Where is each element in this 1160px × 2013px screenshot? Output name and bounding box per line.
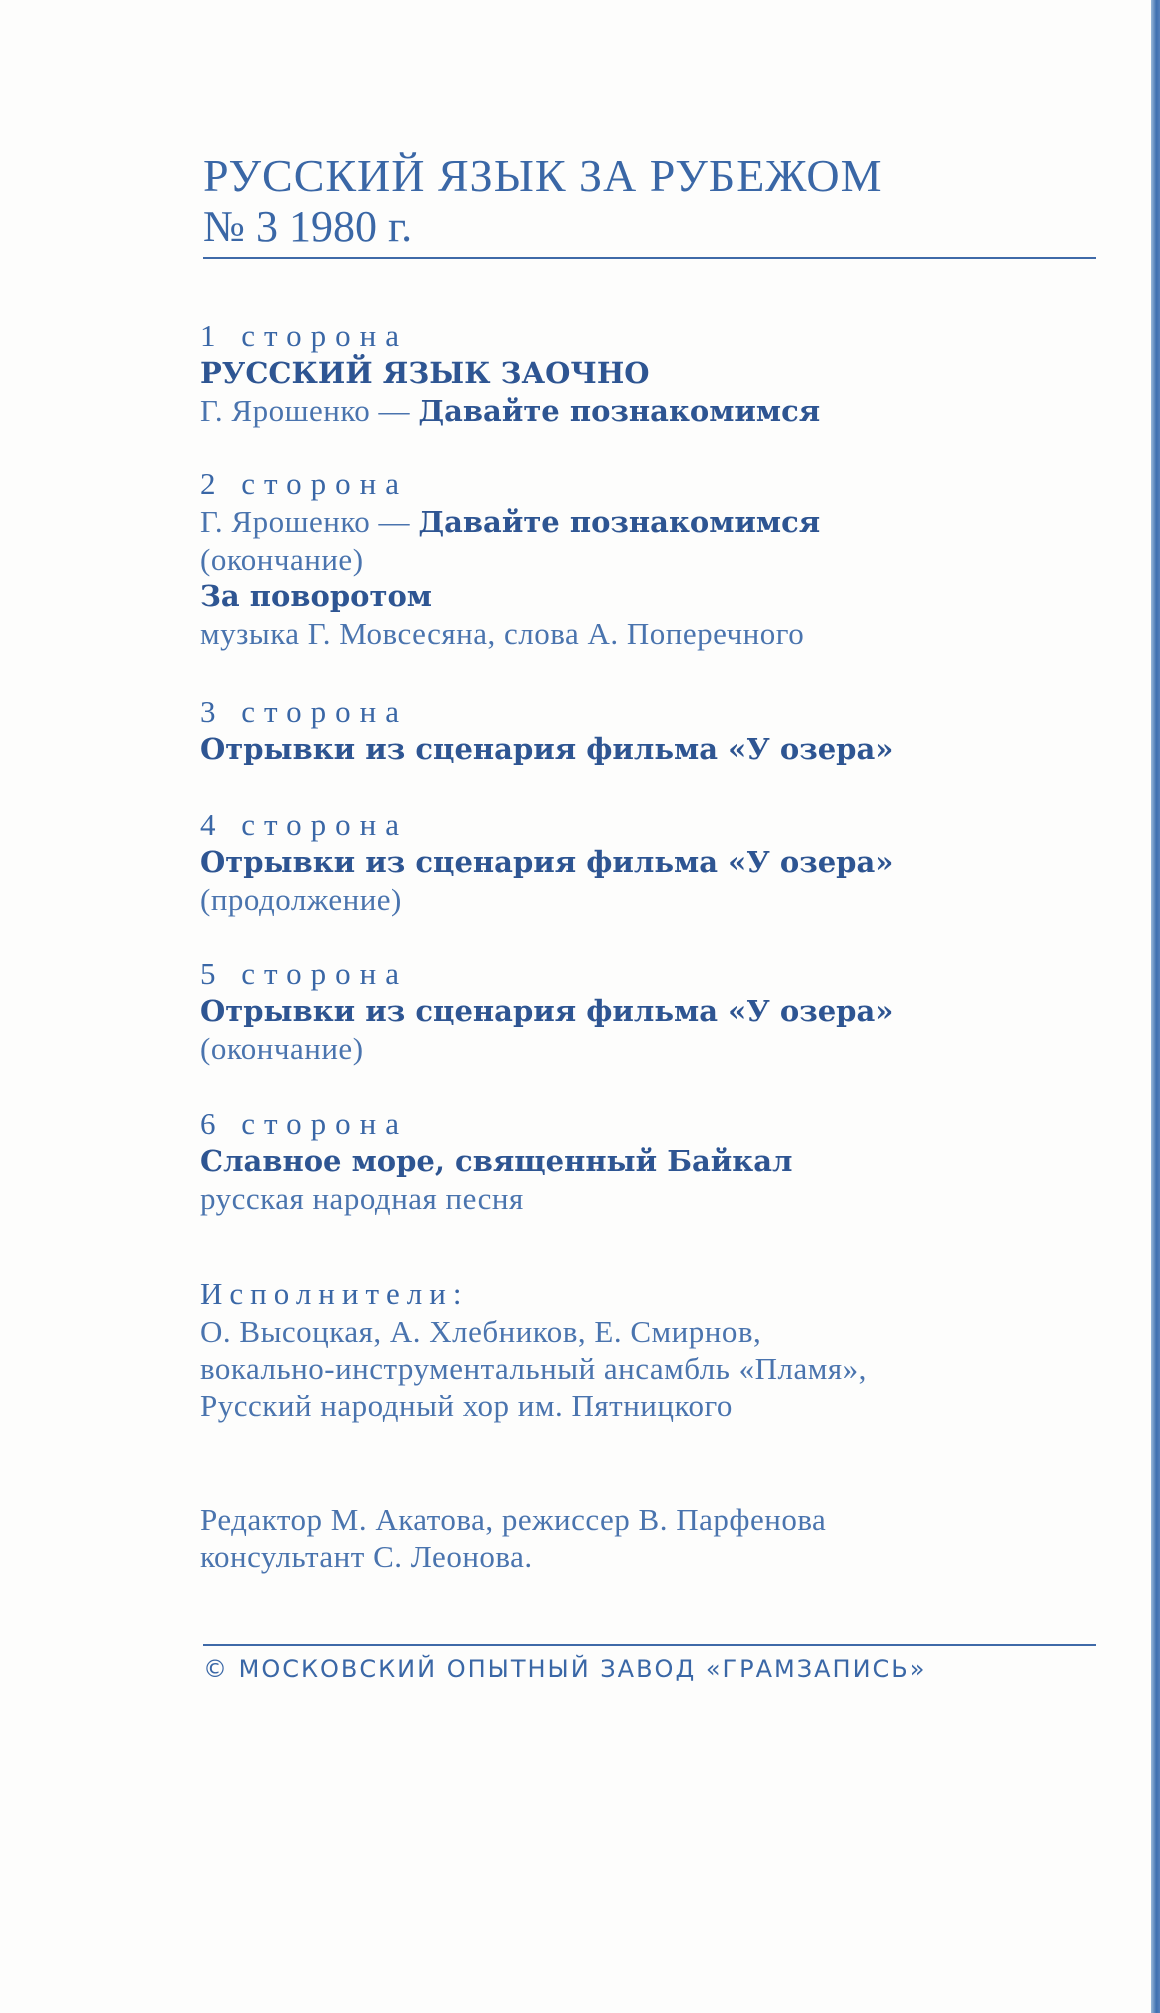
track-title: Отрывки из сценария фильма «У озера» xyxy=(200,845,894,879)
header-rule xyxy=(203,257,1096,259)
performers-block xyxy=(200,1275,867,1424)
side-label: 3 сторона xyxy=(200,694,408,729)
track-note: (окончание) xyxy=(200,542,364,577)
editors-block xyxy=(200,1501,826,1575)
track-note: (продолжение) xyxy=(200,882,402,917)
track-note: (окончание) xyxy=(200,1031,364,1066)
side-line xyxy=(200,503,820,541)
track-note: музыка Г. Мовсесяна, слова А. Поперечного xyxy=(200,616,805,651)
side-section xyxy=(200,806,893,918)
track-title: Славное море, священный Байкал xyxy=(200,1144,793,1178)
side-section xyxy=(200,693,893,768)
track-author: Г. Ярошенко — xyxy=(200,504,419,539)
title-block xyxy=(203,150,883,252)
track-title: РУССКИЙ ЯЗЫК ЗАОЧНО xyxy=(200,356,650,390)
track-title: За поворотом xyxy=(200,579,432,613)
side-section xyxy=(200,317,820,430)
editor-line: Редактор М. Акатова, режиссер В. Парфенова xyxy=(200,1502,827,1537)
issue-number: № 3 1980 г. xyxy=(203,202,413,251)
side-section xyxy=(200,465,820,652)
side-line xyxy=(200,392,820,430)
track-title: Отрывки из сценария фильма «У озера» xyxy=(200,732,894,766)
track-title: Давайте познакомимся xyxy=(418,505,821,539)
side-label: 4 сторона xyxy=(200,807,408,842)
side-section xyxy=(200,1105,793,1217)
footer-rule xyxy=(203,1644,1096,1646)
track-note: русская народная песня xyxy=(200,1181,524,1216)
performers-label: Исполнители: xyxy=(200,1276,469,1311)
performers-line-2: вокально-инструментальный ансамбль «Пламя», xyxy=(200,1351,867,1386)
track-title: Давайте познакомимся xyxy=(418,394,821,428)
side-label: 6 сторона xyxy=(200,1106,408,1141)
publication-title: РУССКИЙ ЯЗЫК ЗА РУБЕЖОМ xyxy=(203,150,883,201)
side-label: 2 сторона xyxy=(200,466,408,501)
copyright-notice: © МОСКОВСКИЙ ОПЫТНЫЙ ЗАВОД «ГРАМЗАПИСЬ» xyxy=(203,1655,927,1683)
performers-line-3: Русский народный хор им. Пятницкого xyxy=(200,1388,733,1423)
track-title: Отрывки из сценария фильма «У озера» xyxy=(200,994,894,1028)
consultant-line: консультант С. Леонова. xyxy=(200,1539,533,1574)
sleeve-edge-stripe xyxy=(1151,0,1160,2013)
performers-line-1: О. Высоцкая, А. Хлебников, Е. Смирнов, xyxy=(200,1314,762,1349)
track-author: Г. Ярошенко — xyxy=(200,393,419,428)
side-label: 5 сторона xyxy=(200,956,408,991)
side-label: 1 сторона xyxy=(200,318,408,353)
side-section xyxy=(200,955,893,1067)
